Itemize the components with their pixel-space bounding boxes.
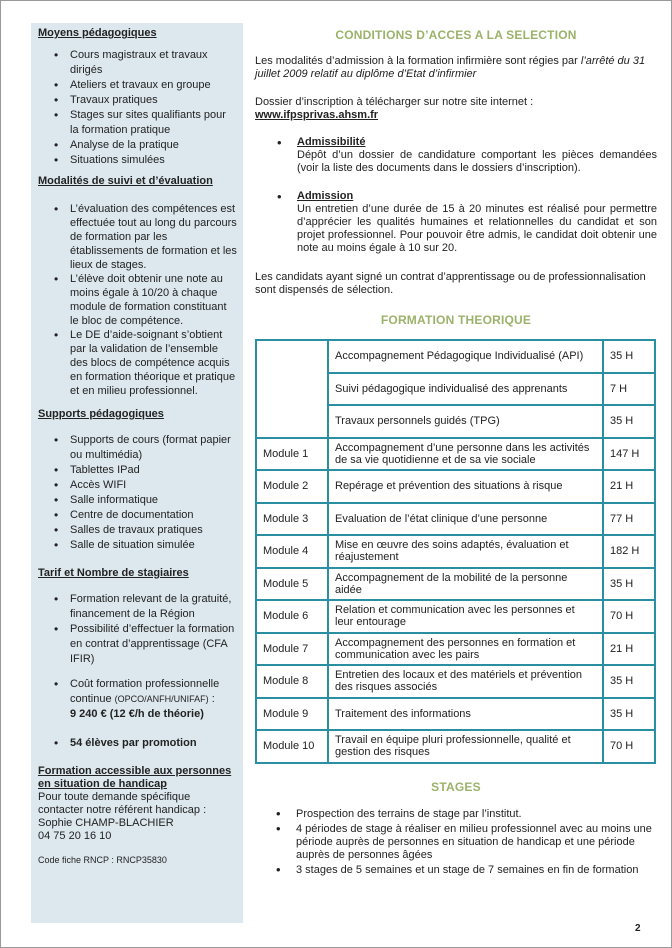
hours-cell: 35 H <box>603 340 655 373</box>
apprentissage-text: Les candidats ayant signé un contrat d’apprentissage ou de professionnalisation sont dispensés de sélection. <box>255 271 646 296</box>
module-cell <box>256 340 328 438</box>
module-cell: Module 6 <box>256 600 328 633</box>
list-item: • Analyse de la pratique <box>38 138 237 153</box>
list-item: • Supports de cours (format papier ou multimédia) <box>38 433 237 463</box>
list-item: • L’évaluation des compétences est effectuée tout au long du parcours de formation par les établissements de formation et les lieux de stages. <box>38 202 237 272</box>
handicap-phone: 04 75 20 16 10 <box>38 830 112 842</box>
list-item: • 3 stages de 5 semaines et un stage de 7 semaines en fin de formation <box>255 864 657 877</box>
main-content <box>255 23 657 879</box>
admissibilite-item <box>255 136 657 175</box>
hours-cell: 147 H <box>603 438 655 471</box>
list-item: • Formation relevant de la gratuité, financement de la Région <box>38 592 237 622</box>
intro-italic: l’arrêté du 31 juillet 2009 relatif au diplôme d’Etat d’infirmier <box>255 55 646 80</box>
list-item: • Centre de documentation <box>38 508 237 523</box>
label-cell: Mise en œuvre des soins adaptés, évaluation et réajustement <box>328 535 603 568</box>
table-row <box>256 633 655 666</box>
label-cell: Entretien des locaux et des matériels et prévention des risques associés <box>328 665 603 698</box>
handicap-text: Pour toute demande spécifique contacter notre référent handicap : <box>38 791 207 816</box>
conditions-title: CONDITIONS D’ACCES A LA SELECTION <box>335 28 577 42</box>
moyens-list <box>38 48 237 168</box>
stages-list <box>255 808 657 877</box>
hours-cell: 35 H <box>603 698 655 731</box>
list-item: • Accès WIFI <box>38 478 237 493</box>
cost-amount: 9 240 € (12 €/h de théorie) <box>70 708 204 720</box>
handicap-heading: Formation accessible aux personnes en situation de handicap <box>38 765 232 790</box>
supports-list <box>38 433 237 553</box>
tarif-heading: Tarif et Nombre de stagiaires <box>38 567 189 579</box>
label-cell: Evaluation de l’état clinique d’une personne <box>328 503 603 536</box>
label-cell: Traitement des informations <box>328 698 603 731</box>
table-row <box>256 730 655 763</box>
moyens-heading: Moyens pédagogiques <box>38 27 157 39</box>
list-item: • Ateliers et travaux en groupe <box>38 78 237 93</box>
list-item: • Prospection des terrains de stage par l’institut. <box>255 808 657 821</box>
formation-title: FORMATION THEORIQUE <box>380 313 532 327</box>
list-item: • Salle informatique <box>38 493 237 508</box>
admissibilite-text: Dépôt d’un dossier de candidature comportant les pièces demandées (voir la liste des documents dans le dossiers d’inscription). <box>297 149 657 174</box>
admission-item <box>255 190 657 255</box>
intro-paragraph <box>255 55 657 81</box>
formation-table <box>255 339 656 764</box>
dossier-text: Dossier d’inscription à télécharger sur notre site internet : <box>255 96 534 108</box>
table-row <box>256 568 655 601</box>
list-item: • Salles de travaux pratiques <box>38 523 237 538</box>
selection-steps <box>255 136 657 255</box>
students-item <box>38 736 237 751</box>
hours-cell: 182 H <box>603 535 655 568</box>
rncp-code: Code fiche RNCP : RNCP35830 <box>38 855 167 865</box>
label-cell: Suivi pédagogique individualisé des apprenants <box>328 373 603 406</box>
cost-colon: : <box>208 693 215 705</box>
list-item: • L’élève doit obtenir une note au moins égale à 10/20 à chaque module de formation constituant le bloc de compétence. <box>38 272 237 328</box>
label-cell: Accompagnement des personnes en formation et communication avec les pairs <box>328 633 603 666</box>
modalites-heading: Modalités de suivi et d’évaluation <box>38 175 213 187</box>
supports-heading: Supports pédagogiques <box>38 408 164 420</box>
list-item: • Cours magistraux et travaux dirigés <box>38 48 237 78</box>
label-cell: Accompagnement de la mobilité de la personne aidée <box>328 568 603 601</box>
modalites-list <box>38 202 237 398</box>
module-cell: Module 9 <box>256 698 328 731</box>
module-cell: Module 7 <box>256 633 328 666</box>
label-cell: Accompagnement Pédagogique Individualisé (API) <box>328 340 603 373</box>
admission-heading: • Admission <box>297 190 354 202</box>
module-cell: Module 10 <box>256 730 328 763</box>
table-row <box>256 600 655 633</box>
hours-cell: 35 H <box>603 665 655 698</box>
list-item: • Situations simulées <box>38 153 237 168</box>
admissibilite-heading: • Admissibilité <box>297 136 366 148</box>
table-row <box>256 470 655 503</box>
list-item: • Salle de situation simulée <box>38 538 237 553</box>
module-cell: Module 3 <box>256 503 328 536</box>
cost-text: Coût formation professionnelle continue <box>70 678 220 705</box>
table-row <box>256 503 655 536</box>
table-row <box>256 535 655 568</box>
table-row <box>256 340 655 373</box>
handicap-contact-name: Sophie CHAMP-BLACHIER <box>38 817 174 829</box>
label-cell: Travaux personnels guidés (TPG) <box>328 405 603 438</box>
list-item: • Travaux pratiques <box>38 93 237 108</box>
list-item: • Possibilité d’effectuer la formation en contrat d’apprentissage (CFA IFIR) <box>38 622 237 667</box>
hours-cell: 77 H <box>603 503 655 536</box>
hours-cell: 70 H <box>603 730 655 763</box>
hours-cell: 70 H <box>603 600 655 633</box>
label-cell: Accompagnement d’une personne dans les activités de sa vie quotidienne et de sa vie sociale <box>328 438 603 471</box>
page-number: 2 <box>635 923 641 934</box>
table-row <box>256 438 655 471</box>
list-item: • Stages sur sites qualifiants pour la formation pratique <box>38 108 237 138</box>
sidebar-panel <box>31 23 243 923</box>
module-cell: Module 4 <box>256 535 328 568</box>
label-cell: Repérage et prévention des situations à risque <box>328 470 603 503</box>
tarif-list <box>38 592 237 751</box>
hours-cell: 35 H <box>603 405 655 438</box>
admission-text: Un entretien d’une durée de 15 à 20 minutes est réalisé pour permettre d’apprécier les qualités humaines et relationnelles du candidat et son projet professionnel. Pour pouvoir être admis, le candidat doit obtenir une note au moins égale à 10 sur 20. <box>297 203 657 254</box>
cost-item <box>38 677 237 722</box>
table-row <box>256 698 655 731</box>
table-row <box>256 665 655 698</box>
module-cell: Module 1 <box>256 438 328 471</box>
stages-title: STAGES <box>431 779 481 794</box>
hours-cell: 35 H <box>603 568 655 601</box>
cost-funders: (OPCO/ANFH/UNIFAF) <box>114 694 209 704</box>
hours-cell: 7 H <box>603 373 655 406</box>
list-item: • 4 périodes de stage à réaliser en milieu professionnel avec au moins une période auprès de personnes en situation de handicap et une période auprès de personnes âgées <box>255 823 657 862</box>
students-count: 54 élèves par promotion <box>70 737 197 749</box>
hours-cell: 21 H <box>603 470 655 503</box>
hours-cell: 21 H <box>603 633 655 666</box>
module-cell: Module 2 <box>256 470 328 503</box>
label-cell: Relation et communication avec les personnes et leur entourage <box>328 600 603 633</box>
website-link[interactable]: www.ifpsprivas.ahsm.fr <box>255 109 379 121</box>
list-item: • Le DE d’aide-soignant s’obtient par la validation de l’ensemble des blocs de compétence acquis en formation théorique et pratique et en milieu professionnel. <box>38 328 237 398</box>
label-cell: Travail en équipe pluri professionnelle, qualité et gestion des risques <box>328 730 603 763</box>
module-cell: Module 5 <box>256 568 328 601</box>
module-cell: Module 8 <box>256 665 328 698</box>
intro-text: Les modalités d’admission à la formation infirmière sont régies par <box>255 55 581 67</box>
list-item: • Tablettes IPad <box>38 463 237 478</box>
